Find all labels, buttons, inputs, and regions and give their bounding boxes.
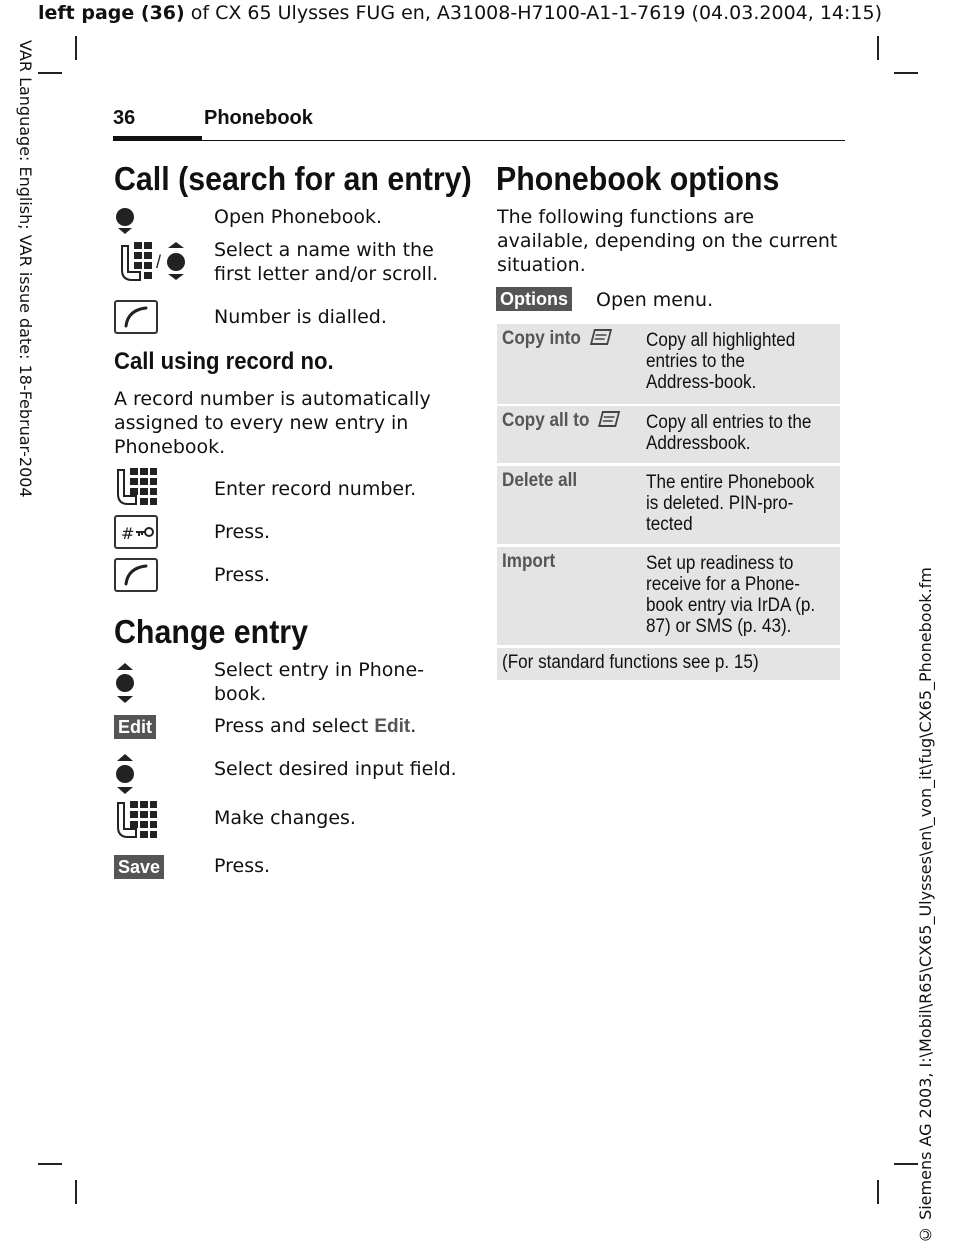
table-row [497, 547, 840, 645]
subheading-call-record: Call using record no. [114, 348, 334, 375]
option-name: Delete all [502, 470, 578, 491]
addressbook-icon [589, 328, 612, 346]
step-text: Enter record number. [214, 478, 417, 500]
table-row [497, 324, 840, 404]
call-record-description: A record number is automatically assigned to every new entry in Phonebook. [114, 388, 431, 458]
option-description: The entire Phonebook is deleted. PIN-pro-tected [646, 472, 815, 535]
options-intro: The following functions are available, depending on the current situation. [497, 206, 838, 276]
call-key-icon [114, 300, 158, 334]
option-description: Copy all highlighted entries to the Address-book. [646, 330, 796, 393]
crop-mark [38, 1163, 62, 1165]
svg-text:/: / [156, 252, 162, 272]
file-info-line: left page (36) of CX 65 Ulysses FUG en, A31008-H7100-A1-1-7619 (04.03.2004, 14:15) [38, 2, 882, 24]
header-rule [202, 140, 845, 141]
crop-mark [75, 1180, 77, 1204]
step-text: Press. [214, 855, 271, 877]
edit-softkey[interactable]: Edit [114, 715, 156, 739]
save-softkey[interactable]: Save [114, 855, 164, 879]
nav-updown-icon [114, 753, 136, 795]
copyright-path-note: © Siemens AG 2003, I:\Mobil\R65\CX65_Ulysses\en\_von_it\fug\CX65_Phonebook.fm [916, 567, 935, 1244]
step-text: Press and select Edit. [214, 715, 417, 737]
hash-key-icon [114, 515, 158, 549]
options-description: Open menu. [596, 289, 714, 311]
option-name: Copy all to [502, 410, 621, 432]
call-key-icon [114, 558, 158, 592]
crop-mark [877, 36, 879, 60]
page-number: 36 [113, 107, 136, 129]
option-name: Import [502, 551, 556, 572]
option-name: Copy into [502, 328, 613, 350]
crop-mark [38, 72, 62, 74]
step-text: Select entry in Phone-book. [214, 659, 425, 705]
section-heading-phonebook-options: Phonebook options [496, 160, 780, 197]
crop-mark [877, 1180, 879, 1204]
standard-functions-note: (For standard functions see p. 15) [502, 652, 759, 673]
step-text: Press. [214, 564, 271, 586]
options-softkey[interactable]: Options [496, 287, 572, 311]
step-text: Press. [214, 521, 271, 543]
keypad-icon [114, 799, 158, 839]
table-footer [497, 648, 840, 680]
step-text: Open Phonebook. [214, 206, 382, 228]
table-row [497, 466, 840, 544]
step-text: Make changes. [214, 807, 356, 829]
keypad-icon [114, 466, 158, 506]
step-text: Number is dialled. [214, 306, 387, 328]
table-row [497, 406, 840, 463]
header-rule-thick [113, 136, 202, 141]
keypad-or-nav-icon [114, 240, 188, 284]
step-text: Select a name with the first letter and/or scroll. [214, 239, 439, 285]
addressbook-icon [598, 410, 621, 428]
crop-mark [894, 72, 918, 74]
section-heading-call-search: Call (search for an entry) [114, 160, 472, 197]
crop-mark [75, 36, 77, 60]
option-description: Set up readiness to receive for a Phone-book entry via IrDA (p. 87) or SMS (p. 43). [646, 553, 816, 637]
running-header-title: Phonebook [204, 107, 313, 129]
option-description: Copy all entries to the Addressbook. [646, 412, 812, 454]
nav-down-icon [114, 206, 136, 236]
crop-mark [894, 1163, 918, 1165]
section-heading-change-entry: Change entry [114, 613, 309, 650]
step-text: Select desired input field. [214, 758, 457, 780]
nav-updown-icon [114, 662, 136, 704]
var-language-note: VAR Language: English; VAR issue date: 18-Februar-2004 [16, 40, 35, 498]
svg-text:#: # [121, 524, 135, 543]
